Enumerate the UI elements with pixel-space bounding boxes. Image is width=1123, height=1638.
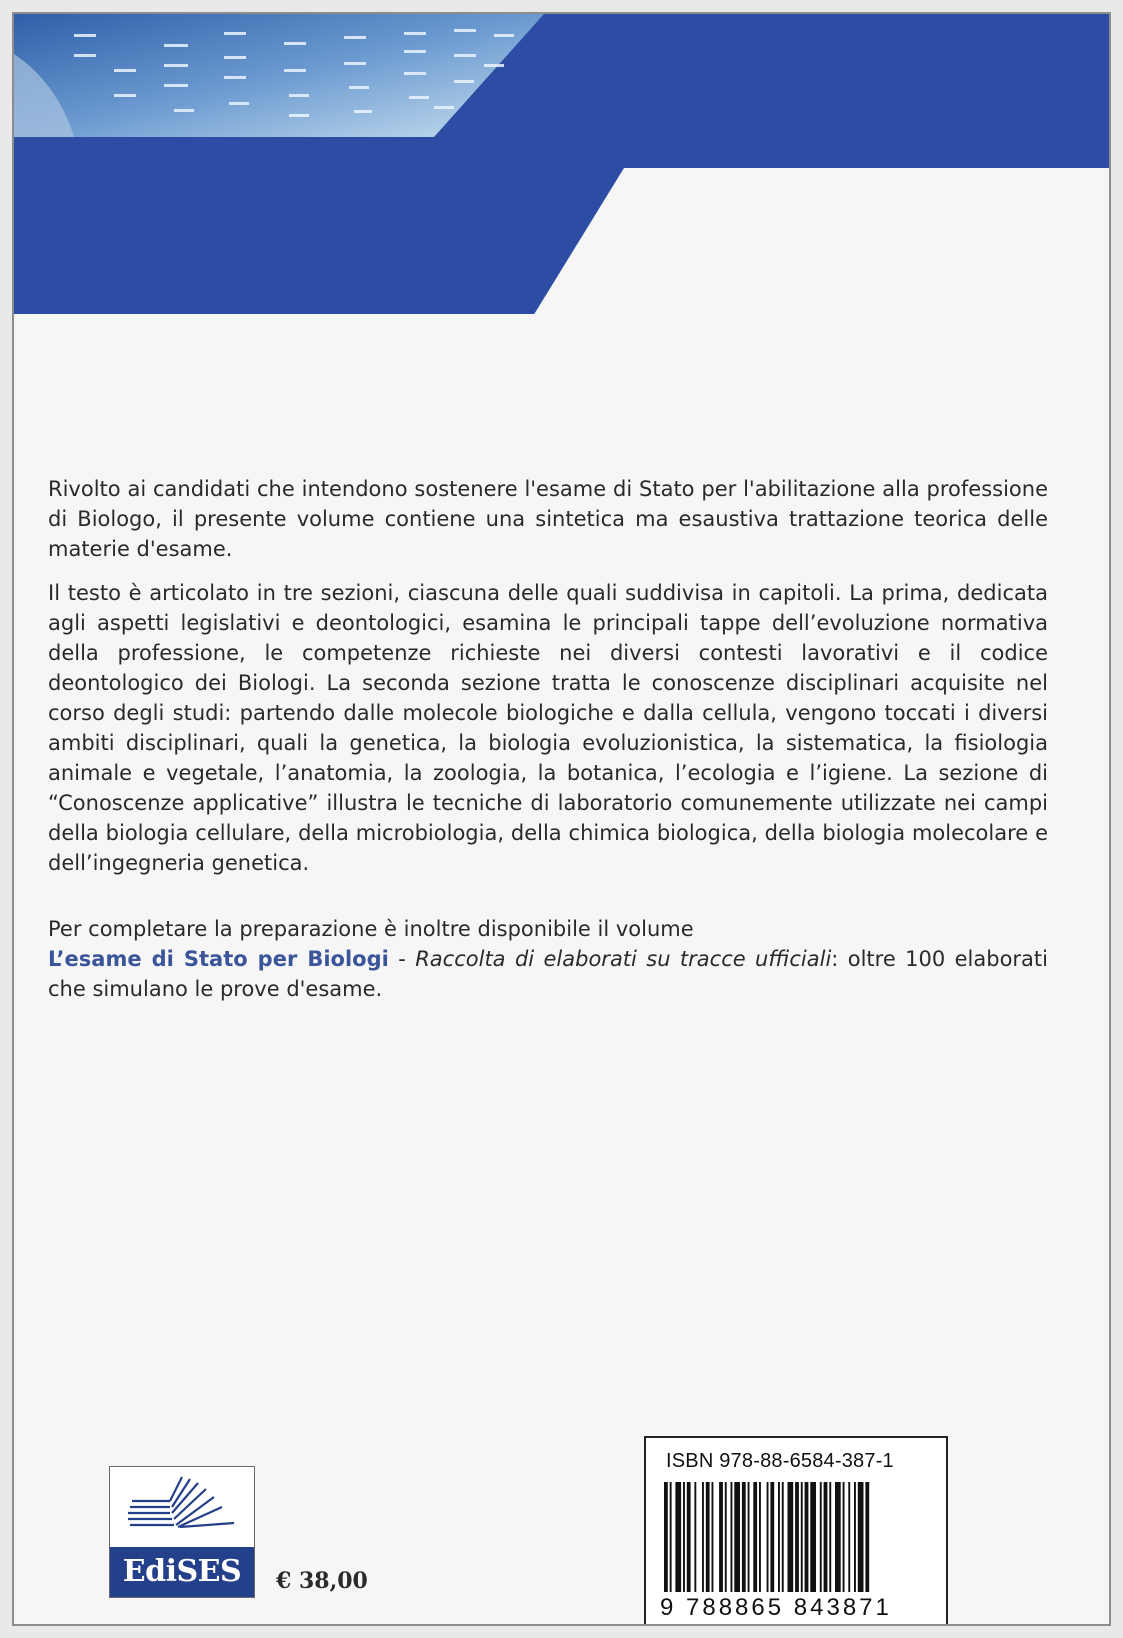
companion-subtitle: Raccolta di elaborati su tracce ufficiali <box>415 947 832 971</box>
companion-dash: - <box>388 947 416 971</box>
barcode-bar <box>829 1482 831 1592</box>
barcode-bar <box>712 1482 714 1592</box>
barcode-bar <box>795 1482 799 1592</box>
barcode-bars <box>664 1482 932 1592</box>
barcode-bar <box>858 1482 864 1592</box>
paragraph-intro: Rivolto ai candidati che intendono sostenere l'esame di Stato per l'abilitazione alla professione di Biologo, il presente volume contiene una sintetica ma esaustiva trattazione teorica delle materie d'esame. <box>48 477 1048 561</box>
barcode-bar <box>731 1482 733 1592</box>
isbn-number: ISBN 978-88-6584-387-1 <box>666 1450 894 1472</box>
barcode-bar <box>788 1482 794 1592</box>
barcode-bar <box>742 1482 746 1592</box>
barcode-bar <box>753 1482 757 1592</box>
barcode-bar <box>734 1482 740 1592</box>
barcode-bar <box>664 1482 668 1592</box>
barcode-bar <box>801 1482 803 1592</box>
barcode-bar <box>694 1482 696 1592</box>
barcode-bar <box>843 1482 845 1592</box>
barcode-bar <box>759 1482 761 1592</box>
barcode-bar <box>824 1482 828 1592</box>
header-white-cut <box>522 168 1111 334</box>
open-book-icon <box>110 1467 254 1547</box>
companion-intro: Per completare la preparazione è inoltre disponibile il volume <box>48 917 694 941</box>
barcode-bar <box>683 1482 685 1592</box>
barcode-bar <box>702 1482 704 1592</box>
companion-rest: : oltre 100 elaborati che simulano le prove d'esame. <box>48 947 1048 1001</box>
companion-title: L’esame di Stato per Biologi <box>48 947 389 971</box>
barcode-bar <box>675 1482 681 1592</box>
book-back-cover <box>12 12 1111 1626</box>
barcode-bar <box>719 1482 723 1592</box>
barcode-bar <box>865 1482 869 1592</box>
description-text <box>48 474 1048 1018</box>
price-label: € 38,00 <box>276 1568 368 1594</box>
isbn-barcode <box>644 1436 948 1626</box>
barcode-bar <box>687 1482 691 1592</box>
publisher-name: EdiSES <box>110 1547 254 1597</box>
barcode-bar <box>848 1482 850 1592</box>
header-graphic <box>14 14 1111 334</box>
barcode-bar <box>767 1482 769 1592</box>
ean-digits: 9 788865 843871 <box>660 1594 892 1621</box>
barcode-bar <box>820 1482 822 1592</box>
barcode-bar <box>770 1482 774 1592</box>
paragraph-companion <box>48 914 1048 1004</box>
barcode-bar <box>805 1482 809 1592</box>
paragraph-contents: Il testo è articolato in tre sezioni, ciascuna delle quali suddivisa in capitoli. La prima, dedicata agli aspetti legislativi e deontologici, esamina le principali tappe dell’evoluzione normativa della professione, le competenze richieste nei diversi contesti lavorativi e il codice deontologico dei Biologi. La seconda sezione tratta le conoscenze disciplinari acquisite nel corso degli studi: partendo dalle molecole biologiche e dalla cellula, vengono toccati i diversi ambiti disciplinari, quali la genetica, la biologia evoluzionistica, la sistematica, la fisiologia animale e vegetale, l’anatomia, la zoologia, la botanica, l’ecologia e l’igiene. La sezione di “Conoscenze applicative” illustra le tecniche di laboratorio comunemente utilizzate nei campi della biologia cellulare, della microbiologia, della chimica biologica, della biologia molecolare e dell’ingegneria genetica. <box>48 581 1048 875</box>
barcode-bar <box>782 1482 784 1592</box>
publisher-logo <box>109 1466 255 1598</box>
barcode-bar <box>835 1482 841 1592</box>
barcode-bar <box>778 1482 780 1592</box>
barcode-bar <box>725 1482 727 1592</box>
barcode-bar <box>748 1482 750 1592</box>
barcode-bar <box>670 1482 672 1592</box>
barcode-bar <box>854 1482 856 1592</box>
barcode-bar <box>706 1482 710 1592</box>
barcode-bar <box>810 1482 816 1592</box>
